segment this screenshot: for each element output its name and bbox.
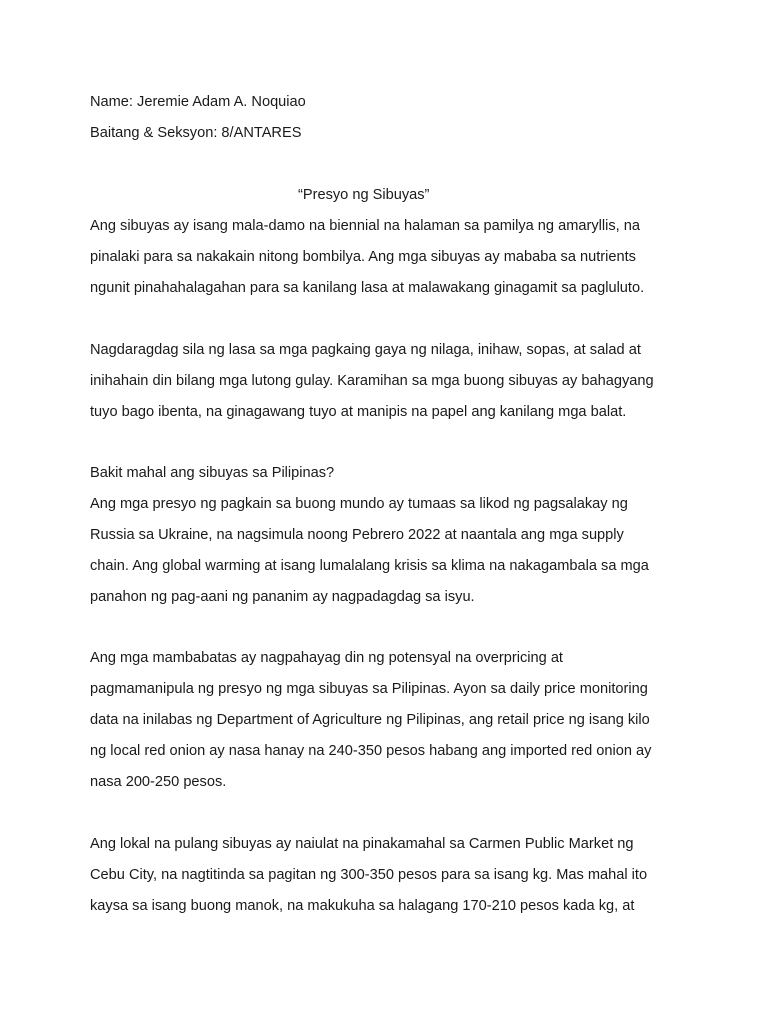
paragraph-3-line-3: chain. Ang global warming at isang lumalalang krisis sa klima na nakagambala sa mga: [90, 558, 649, 574]
paragraph-5-line-2: Cebu City, na nagtitinda sa pagitan ng 300-350 pesos para sa isang kg. Mas mahal ito: [90, 867, 648, 883]
paragraph-3-line-1: Ang mga presyo ng pagkain sa buong mundo ay tumaas sa likod ng pagsalakay ng: [90, 496, 628, 512]
paragraph-4-line-5: nasa 200-250 pesos.: [90, 774, 227, 790]
paragraph-2-line-1: Nagdaragdag sila ng lasa sa mga pagkaing gaya ng nilaga, inihaw, sopas, at salad at: [90, 342, 641, 358]
grade-section: Baitang & Seksyon: 8/ANTARES: [90, 125, 302, 141]
paragraph-2-line-2: inihahain din bilang mga lutong gulay. Karamihan sa mga buong sibuyas ay bahagyang: [90, 373, 654, 389]
document-title: “Presyo ng Sibuyas”: [298, 187, 430, 203]
paragraph-1-line-3: ngunit pinahahalagahan para sa kanilang lasa at malawakang ginagamit sa pagluluto.: [90, 280, 645, 296]
section-heading: Bakit mahal ang sibuyas sa Pilipinas?: [90, 465, 335, 481]
paragraph-5-line-1: Ang lokal na pulang sibuyas ay naiulat na pinakamahal sa Carmen Public Market ng: [90, 836, 634, 852]
paragraph-4-line-3: data na inilabas ng Department of Agriculture ng Pilipinas, ang retail price ng isang kilo: [90, 712, 650, 728]
paragraph-4-line-2: pagmamanipula ng presyo ng mga sibuyas sa Pilipinas. Ayon sa daily price monitoring: [90, 681, 648, 697]
paragraph-4-line-1: Ang mga mambabatas ay nagpahayag din ng potensyal na overpricing at: [90, 650, 563, 666]
paragraph-3-line-4: panahon ng pag-aani ng pananim ay nagpadagdag sa isyu.: [90, 589, 475, 605]
paragraph-5-line-3: kaysa sa isang buong manok, na makukuha sa halagang 170-210 pesos kada kg, at: [90, 898, 635, 914]
student-name: Name: Jeremie Adam A. Noquiao: [90, 94, 306, 110]
paragraph-4-line-4: ng local red onion ay nasa hanay na 240-350 pesos habang ang imported red onion ay: [90, 743, 652, 759]
paragraph-3-line-2: Russia sa Ukraine, na nagsimula noong Pebrero 2022 at naantala ang mga supply: [90, 527, 624, 543]
paragraph-1-line-1: Ang sibuyas ay isang mala-damo na biennial na halaman sa pamilya ng amaryllis, na: [90, 218, 641, 234]
paragraph-2-line-3: tuyo bago ibenta, na ginagawang tuyo at manipis na papel ang kanilang mga balat.: [90, 404, 627, 420]
paragraph-1-line-2: pinalaki para sa nakakain nitong bombilya. Ang mga sibuyas ay mababa sa nutrients: [90, 249, 636, 265]
